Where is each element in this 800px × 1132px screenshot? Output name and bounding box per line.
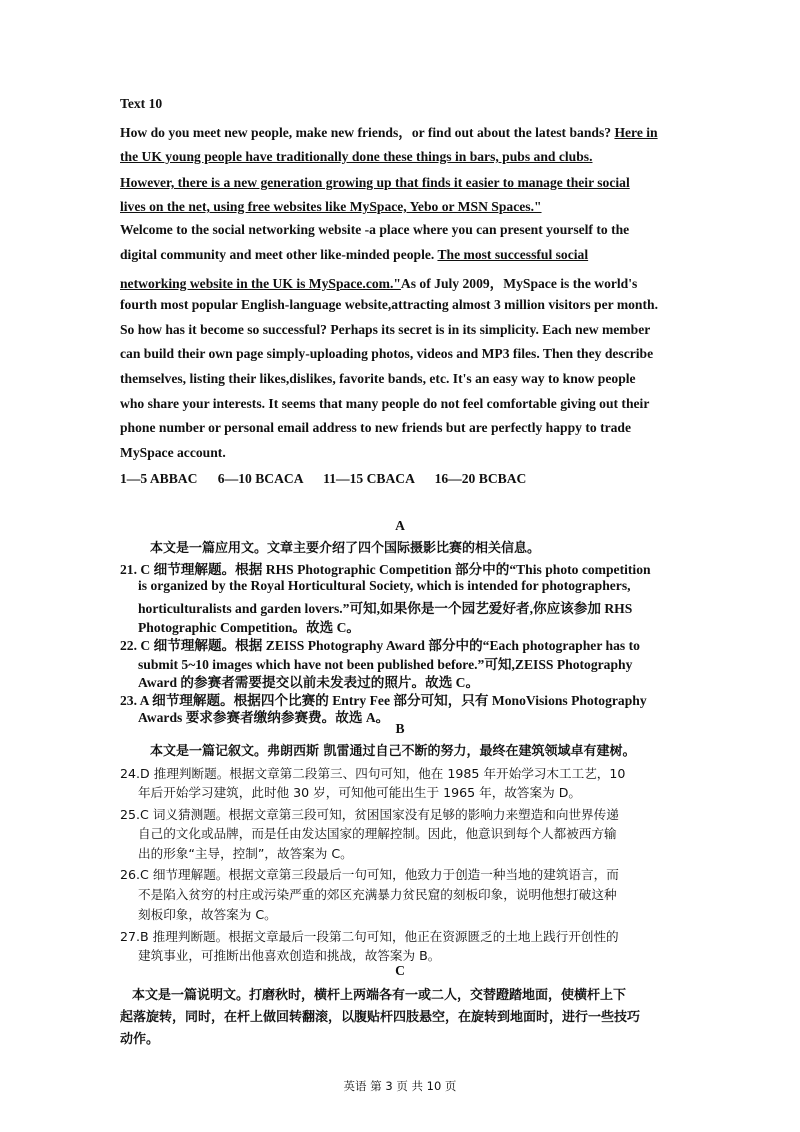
text10-line: themselves, listing their likes,dislikes, favorite bands, etc. It's an easy way to know people (120, 371, 636, 386)
q23-line: Awards 要求参赛者缴纳参赛费。故选 A。 (138, 710, 390, 725)
q26-line: 不是陷入贫穷的村庄或污染严重的郊区充满暴力贫民窟的刻板印象，说明他想打破这种 (138, 887, 617, 902)
text10-line: So how has it become so successful? Perhaps its secret is in its simplicity. Each new member (120, 322, 651, 337)
text10-line: digital community and meet other like-minded people. The most successful social (120, 247, 589, 262)
text10-line: lives on the net, using free websites like MySpace, Yebo or MSN Spaces." (120, 199, 542, 214)
q25-line: 出的形象“主导，控制”，故答案为 C。 (138, 846, 353, 861)
section-b-intro: 本文是一篇记叙文。弗朗西斯 凯雷通过自己不断的努力，最终在建筑领域卓有建树。 (150, 744, 636, 759)
text10-line: How do you meet new people, make new friends，or find out about the latest bands? Here in (120, 125, 658, 140)
q23-line: 23. A 细节理解题。根据四个比赛的 Entry Fee 部分可知，只有 MonoVisions Photography (120, 693, 647, 708)
section-a-heading: A (395, 518, 405, 533)
page-footer: 英语 第 3 页 共 10 页 (343, 1079, 457, 1093)
q27-line: 27.B 推理判断题。根据文章最后一段第二句可知，他正在资源匮乏的土地上践行开创性的 (120, 929, 619, 944)
q21-line: horticulturalists and garden lovers.”可知,如果你是一个园艺爱好者,你应该参加 RHS (138, 601, 633, 616)
text10-line: phone number or personal email address to new friends but are perfectly happy to trade (120, 420, 632, 435)
q27-line: 建筑事业，可推断出他喜欢创造和挑战，故答案为 B。 (138, 948, 441, 963)
q22-line: submit 5~10 images which have not been published before.”可知,ZEISS Photography (138, 657, 633, 672)
q25-line: 自己的文化或品牌，而是任由发达国家的理解控制。因此，他意识到每个人都被西方输 (138, 826, 617, 841)
answer-key: 1—5 ABBAC 6—10 BCACA 11—15 CBACA 16—20 BCBAC (120, 471, 527, 486)
text10-title: Text 10 (120, 96, 163, 111)
text10-line: can build their own page simply-uploading photos, videos and MP3 files. Then they describe (120, 346, 654, 361)
text10-line: the UK young people have traditionally done these things in bars, pubs and clubs. (120, 149, 593, 164)
q26-line: 26.C 细节理解题。根据文章第三段最后一句可知，他致力于创造一种当地的建筑语言，而 (120, 867, 619, 882)
q22-line: Award 的参赛者需要提交以前未发表过的照片。故选 C。 (138, 675, 480, 690)
q21-line: is organized by the Royal Horticultural Society, which is intended for photographers, (138, 578, 631, 593)
section-c-intro: 起落旋转，同时，在杆上做回转翻滚，以腹贴杆四肢悬空，在旋转到地面时，进行一些技巧 (120, 1010, 641, 1025)
section-b-heading: B (395, 721, 405, 736)
q22-line: 22. C 细节理解题。根据 ZEISS Photography Award 部分中的“Each photographer has to (120, 638, 640, 653)
section-c-heading: C (395, 963, 405, 978)
q25-line: 25.C 词义猜测题。根据文章第三段可知，贫困国家没有足够的影响力来塑造和向世界传递 (120, 807, 619, 822)
text10-line: However, there is a new generation growing up that finds it easier to manage their social (120, 175, 630, 190)
text10-line: networking website in the UK is MySpace.com."As of July 2009，MySpace is the world's (120, 276, 638, 291)
q24-line: 24.D 推理判断题。根据文章第二段第三、四句可知，他在 1985 年开始学习木工工艺，10 (120, 766, 626, 781)
section-a-intro: 本文是一篇应用文。文章主要介绍了四个国际摄影比赛的相关信息。 (150, 541, 541, 556)
text10-line: Welcome to the social networking website -a place where you can present yourself to the (120, 222, 630, 237)
q21-line: 21. C 细节理解题。根据 RHS Photographic Competition 部分中的“This photo competition (120, 562, 651, 577)
section-c-intro: 动作。 (120, 1032, 160, 1047)
q26-line: 刻板印象，故答案为 C。 (138, 907, 277, 922)
text10-line: who share your interests. It seems that many people do not feel comfortable giving out their (120, 396, 650, 411)
q24-line: 年后开始学习建筑，此时他 30 岁，可知他可能出生于 1965 年，故答案为 D。 (138, 785, 582, 800)
q21-line: Photographic Competition。故选 C。 (138, 620, 361, 635)
section-c-intro: 本文是一篇说明文。打磨秋时，横杆上两端各有一或二人，交替蹬踏地面，使横杆上下 (132, 988, 627, 1003)
text10-line: MySpace account. (120, 445, 226, 460)
text10-line: fourth most popular English-language website,attracting almost 3 million visitors per month. (120, 297, 658, 312)
